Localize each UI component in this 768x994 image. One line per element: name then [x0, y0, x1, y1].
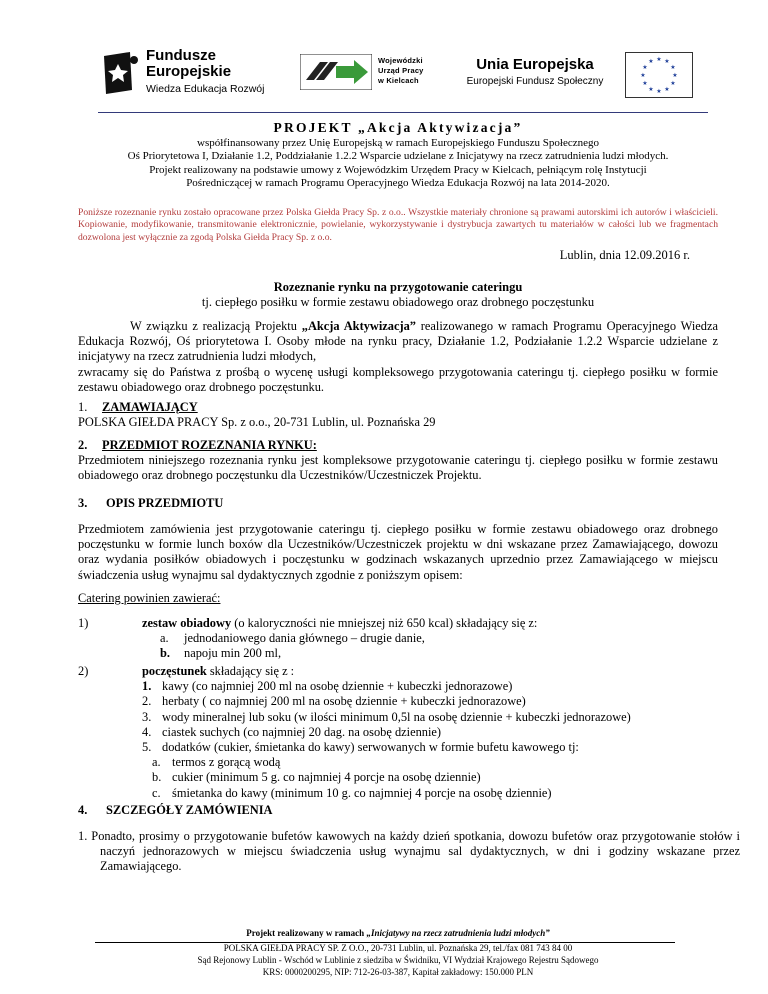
header-logos	[100, 46, 720, 102]
catering-item-poczestunek	[78, 664, 718, 801]
section-szczegoly-text: 1. Ponadto, prosimy o przygotowanie bufetów kawowych na każdy dzień spotkania, dowozu bufetów oraz przygotowanie stołów i naczyń jednorazowych w miejscu świadczenia usług wynajmu sal dydaktycznych, w dni i godziny wskazane przez Zamawiającego.	[78, 829, 740, 874]
section-zamawiajacy	[78, 400, 718, 430]
project-desc-line: współfinansowany przez Unię Europejską w ramach Europejskiego Funduszu Społecznego	[197, 137, 599, 149]
section-szczegoly	[78, 803, 718, 818]
sub-mark: b.	[160, 646, 170, 661]
copyright-disclaimer: Poniższe rozeznanie rynku zostało opracowane przez Polska Giełda Pracy Sp. z o.o.. Wszystkie materiały chronione są prawami autorskimi ich autorów i właścicieli. Kopiowanie, modyfikowanie, transmitowanie elektronicznie, powielanie, wykorzystywanie i dystrybucja zawartych tu materiałów w całości lub we fragmentach dozwolona jest wyłącznie za zgodą Polska Giełda Pracy Sp. z o.o.	[78, 207, 718, 243]
item-rest: składający się z :	[206, 664, 295, 678]
footer-title-prefix: Projekt realizowany w ramach	[246, 928, 367, 938]
svg-text:★: ★	[642, 64, 648, 71]
subsub-mark: b.	[152, 770, 162, 785]
ue-logo-line1: Unia Europejska	[476, 56, 594, 73]
section-number: 4.	[78, 803, 88, 817]
fundusze-europejskie-logo	[100, 46, 270, 102]
svg-text:★: ★	[656, 88, 662, 95]
document-title-main: Rozeznanie rynku na przygotowanie cateringu	[273, 280, 523, 294]
intro-after: realizowanego w ramach Programu Operacyjnego Wiedza Edukacja Rozwój, Oś priorytetowa I. Osoby młode na rynku pracy, Działanie 1.2, Podziałanie 1.2.2 Wsparcie udzielane z inicjatywy na rzecz zatrudnienia ludzi młodych,	[78, 319, 718, 364]
svg-text:★: ★	[670, 80, 676, 87]
section-title: ZAMAWIAJĄCY	[102, 400, 198, 414]
sub-text: jednodaniowego dania głównego – drugie danie,	[184, 631, 425, 646]
svg-text:★: ★	[640, 72, 646, 79]
unia-europejska-logo	[455, 50, 720, 98]
section-title: OPIS PRZEDMIOTU	[106, 496, 224, 510]
sub-mark: a.	[160, 631, 169, 646]
svg-text:★: ★	[656, 56, 662, 63]
subsub-mark: a.	[152, 755, 161, 770]
subsub-text: śmietanka do kawy (minimum 10 g. co najmniej 4 porcje na osobę dziennie)	[172, 785, 552, 800]
project-desc-line: Pośredniczącej w ramach Programu Operacyjnego Wiedza Edukacja Rozwój na lata 2014-2020.	[186, 176, 610, 189]
subsub-text: cukier (minimum 5 g. co najmniej 4 porcje na osobę dziennie)	[172, 770, 481, 785]
fundusze-europejskie-icon	[100, 50, 140, 96]
section-number: 3.	[78, 496, 88, 510]
intro-paragraph	[78, 319, 718, 395]
sub-mark: 4.	[142, 724, 152, 739]
document-date: Lublin, dnia 12.09.2016 r.	[559, 248, 690, 262]
section-number: 2.	[78, 438, 88, 452]
section-przedmiot-rozeznania	[78, 438, 718, 484]
fe-logo-line1: Fundusze	[146, 47, 216, 64]
fe-logo-line3: Wiedza Edukacja Rozwój	[146, 83, 265, 95]
eu-flag-icon	[625, 52, 693, 98]
section-opis-text: Przedmiotem zamówienia jest przygotowanie cateringu tj. ciepłego posiłku w formie zestawu obiadowego oraz drobnego poczęstunku w formie lunch boxów dla Uczestników/Uczestniczek projektu w dni wskazane przez Zamawiającego, dowozu oraz wydania posiłków obiadowych i poczęstunku w godzinach wskazanych uprzednio przez Zamawiającego w miejscu świadczenia usług wynajmu sal dydaktycznych zgodnie z poniższym opisem:	[78, 522, 718, 582]
svg-text:★: ★	[648, 86, 654, 93]
sub-text: ciastek suchych (co najmniej 20 dag. na osobę dziennie)	[162, 724, 442, 739]
section-text: POLSKA GIEŁDA PRACY Sp. z o.o., 20-731 Lublin, ul. Poznańska 29	[78, 415, 436, 430]
catering-heading: Catering powinien zawierać:	[78, 591, 221, 605]
project-description	[78, 137, 718, 190]
project-desc-line: Oś Priorytetowa I, Działanie 1.2, Poddziałanie 1.2.2 Wsparcie udzielane z Inicjatywy na rzecz zatrudnienia ludzi młodych.	[127, 150, 669, 163]
svg-text:★: ★	[648, 58, 654, 65]
footer-line: POLSKA GIEŁDA PRACY SP. Z O.O., 20-731 Lublin, ul. Poznańska 29, tel./fax 081 743 84 00	[223, 943, 573, 953]
wup-logo-line2: Urząd Pracy	[378, 66, 424, 75]
document-title-sub: tj. ciepłego posiłku w formie zestawu obiadowego oraz drobnego poczęstunku	[201, 295, 595, 309]
svg-text:★: ★	[642, 80, 648, 87]
subsub-mark: c.	[152, 785, 161, 800]
svg-text:★: ★	[664, 58, 670, 65]
svg-text:★: ★	[664, 86, 670, 93]
sub-mark: 2.	[142, 694, 152, 709]
wup-logo-line1: Wojewódzki	[378, 56, 423, 65]
document-title	[78, 280, 718, 310]
sub-mark: 1.	[142, 679, 152, 694]
svg-text:★: ★	[672, 72, 678, 79]
section-title: SZCZEGÓŁY ZAMÓWIENIA	[106, 803, 273, 817]
project-title: PROJEKT „Akcja Aktywizacja”	[273, 120, 523, 135]
footer-title	[78, 928, 718, 938]
section-title: PRZEDMIOT ROZEZNANIA RYNKU:	[102, 438, 317, 452]
footer-line: KRS: 0000200295, NIP: 712-26-03-387, Kapitał zakładowy: 150.000 PLN	[262, 966, 534, 977]
section-opis-przedmiotu	[78, 496, 718, 511]
item-number: 1)	[78, 616, 89, 630]
ue-logo-line2: Europejski Fundusz Społeczny	[466, 76, 604, 87]
sub-text: dodatków (cukier, śmietanka do kawy) serwowanych w formie bufetu kawowego tj:	[162, 740, 579, 755]
item-number: 2)	[78, 664, 89, 678]
wup-kielce-logo	[300, 54, 450, 94]
item-bold: poczęstunek	[142, 664, 207, 678]
wup-arrows-icon	[300, 54, 372, 90]
footer-line: Sąd Rejonowy Lublin - Wschód w Lublinie z siedziba w Świdniku, VI Wydział Krajowego Rejestru Sądowego	[197, 954, 599, 965]
intro-line2: zwracamy się do Państwa z prośbą o wycenę usługi kompleksowego przygotowania cateringu tj. ciepłego posiłku w formie zestawu obiadowego oraz drobnego poczęstunku.	[78, 364, 718, 394]
header-divider	[98, 112, 708, 113]
sub-text: herbaty ( co najmniej 200 ml na osobę dziennie + kubeczki jednorazowe)	[162, 694, 526, 709]
svg-text:★: ★	[670, 64, 676, 71]
fe-logo-line2: Europejskie	[146, 63, 232, 80]
sub-text: napoju min 200 ml,	[184, 646, 282, 661]
item-rest: (o kaloryczności nie mniejszej niż 650 kcal) składający się z:	[231, 616, 538, 630]
footer	[78, 943, 718, 978]
sub-mark: 5.	[142, 740, 152, 755]
subsub-text: termos z gorącą wodą	[172, 755, 281, 770]
sub-text: wody mineralnej lub soku (w ilości minimum 0,5l na osobę dziennie + kubeczki jednorazowe)	[162, 709, 631, 724]
wup-logo-line3: w Kielcach	[378, 76, 419, 85]
project-desc-line: Projekt realizowany na podstawie umowy z Wojewódzkim Urzędem Pracy w Kielcach, pełniącym rolę Instytucji	[149, 163, 647, 176]
section-number: 1.	[78, 400, 88, 414]
sub-mark: 3.	[142, 709, 152, 724]
intro-before: W związku z realizacją Projektu	[130, 319, 302, 333]
intro-project-name: „Akcja Aktywizacja”	[301, 319, 416, 333]
catering-item-obiad	[78, 616, 718, 662]
section-text: Przedmiotem niniejszego rozeznania rynku jest kompleksowe przygotowanie cateringu tj. ciepłego posiłku w formie zestawu obiadowego oraz drobnego poczęstunku dla Uczestników/Uczestniczek Projektu.	[78, 453, 718, 483]
sub-text: kawy (co najmniej 200 ml na osobę dziennie + kubeczki jednorazowe)	[162, 679, 513, 694]
footer-title-italic: „Inicjatywy na rzecz zatrudnienia ludzi młodych”	[366, 928, 550, 938]
item-bold: zestaw obiadowy	[142, 616, 232, 630]
